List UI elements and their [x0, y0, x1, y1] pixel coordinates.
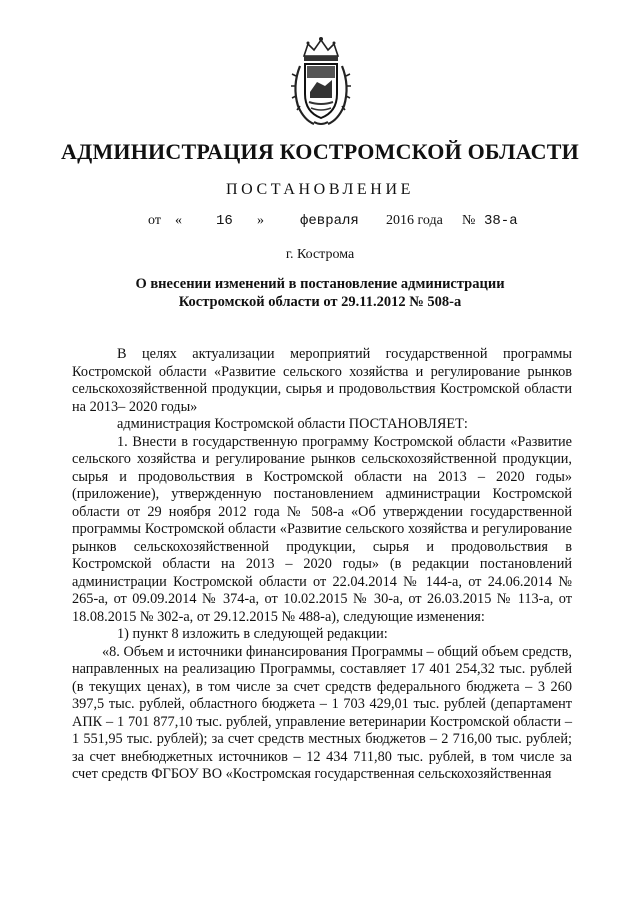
date-from-label: от — [148, 213, 161, 228]
kostroma-coat-of-arms-icon — [290, 36, 352, 128]
subject-line-1: О внесении изменений в постановление администрации — [135, 276, 505, 292]
preamble-paragraph: В целях актуализации мероприятий государственной программы Костромской области «Развитие сельского хозяйства и регулирование рынков сельскохозяйственной продукции, сырья и продовольствия Костромской области на 2013– 2020 годы» — [72, 346, 572, 415]
subject-line-2: Костромской области от 29.11.2012 № 508-а — [178, 294, 462, 310]
item-1-paragraph: 1. Внести в государственную программу Костромской области «Развитие сельского хозяйства и регулирование рынков сельскохозяйственной продукции, сырья и продовольствия в Костромской области на 2013 – 2020 годы» (приложение), утвержденную постановлением администрации Костромской области от 29 ноября 2012 года № 508-а «Об утверждении государственной программы Костромской области «Развитие сельского хозяйства и регулирование рынков сельскохозяйственной продукции, сырья и продовольствия в Костромской области на 2013 – 2020 годы» (в редакции постановлений администрации Костромской области от 22.04.2014 № 144-а, от 24.06.2014 № 265-а, от 09.09.2014 № 374-а, от 10.02.2015 № 30-а, от 26.03.2015 № 113-а, от 18.08.2015 № 302-а, от 29.12.2015 № 488-а), следующие изменения: — [72, 433, 572, 625]
organization-name: АДМИНИСТРАЦИЯ КОСТРОМСКОЙ ОБЛАСТИ — [61, 139, 579, 164]
subitem-1-paragraph: 1) пункт 8 изложить в следующей редакции: — [117, 626, 388, 642]
date-open-quote: « — [175, 213, 182, 228]
document-body — [72, 346, 572, 784]
document-type: ПОСТАНОВЛЕНИЕ — [226, 181, 414, 198]
city-name: г. Кострома — [285, 247, 355, 262]
number-sign: № — [462, 213, 476, 228]
date-month: февраля — [300, 213, 359, 229]
date-year: 2016 года — [386, 213, 443, 228]
date-day: 16 — [216, 213, 233, 229]
document-number: 38-а — [484, 213, 518, 229]
date-number-line — [0, 213, 640, 233]
quoted-paragraph: «8. Объем и источники финансирования Программы – общий объем средств, направленных на реализацию Программы, составляет 17 401 254,32 тыс. рублей (в текущих ценах), в том числе за счет средств федерального бюджета – 3 260 397,5 тыс. рублей, областного бюджета – 1 703 429,01 тыс. рублей (департамент АПК – 1 701 877,10 тыс. рублей, управление ветеринарии Костромской области – 1 551,95 тыс. рублей); за счет средств местных бюджетов – 2 716,00 тыс. рублей; за счет внебюджетных источников – 12 434 711,80 тыс. рублей, в том числе за счет средств ФГБОУ ВО «Костромская государственная сельскохозяйственная — [72, 643, 572, 782]
date-close-quote: » — [257, 213, 264, 228]
decree-paragraph: администрация Костромской области ПОСТАНОВЛЯЕТ: — [117, 416, 468, 432]
document-subject — [100, 275, 540, 311]
